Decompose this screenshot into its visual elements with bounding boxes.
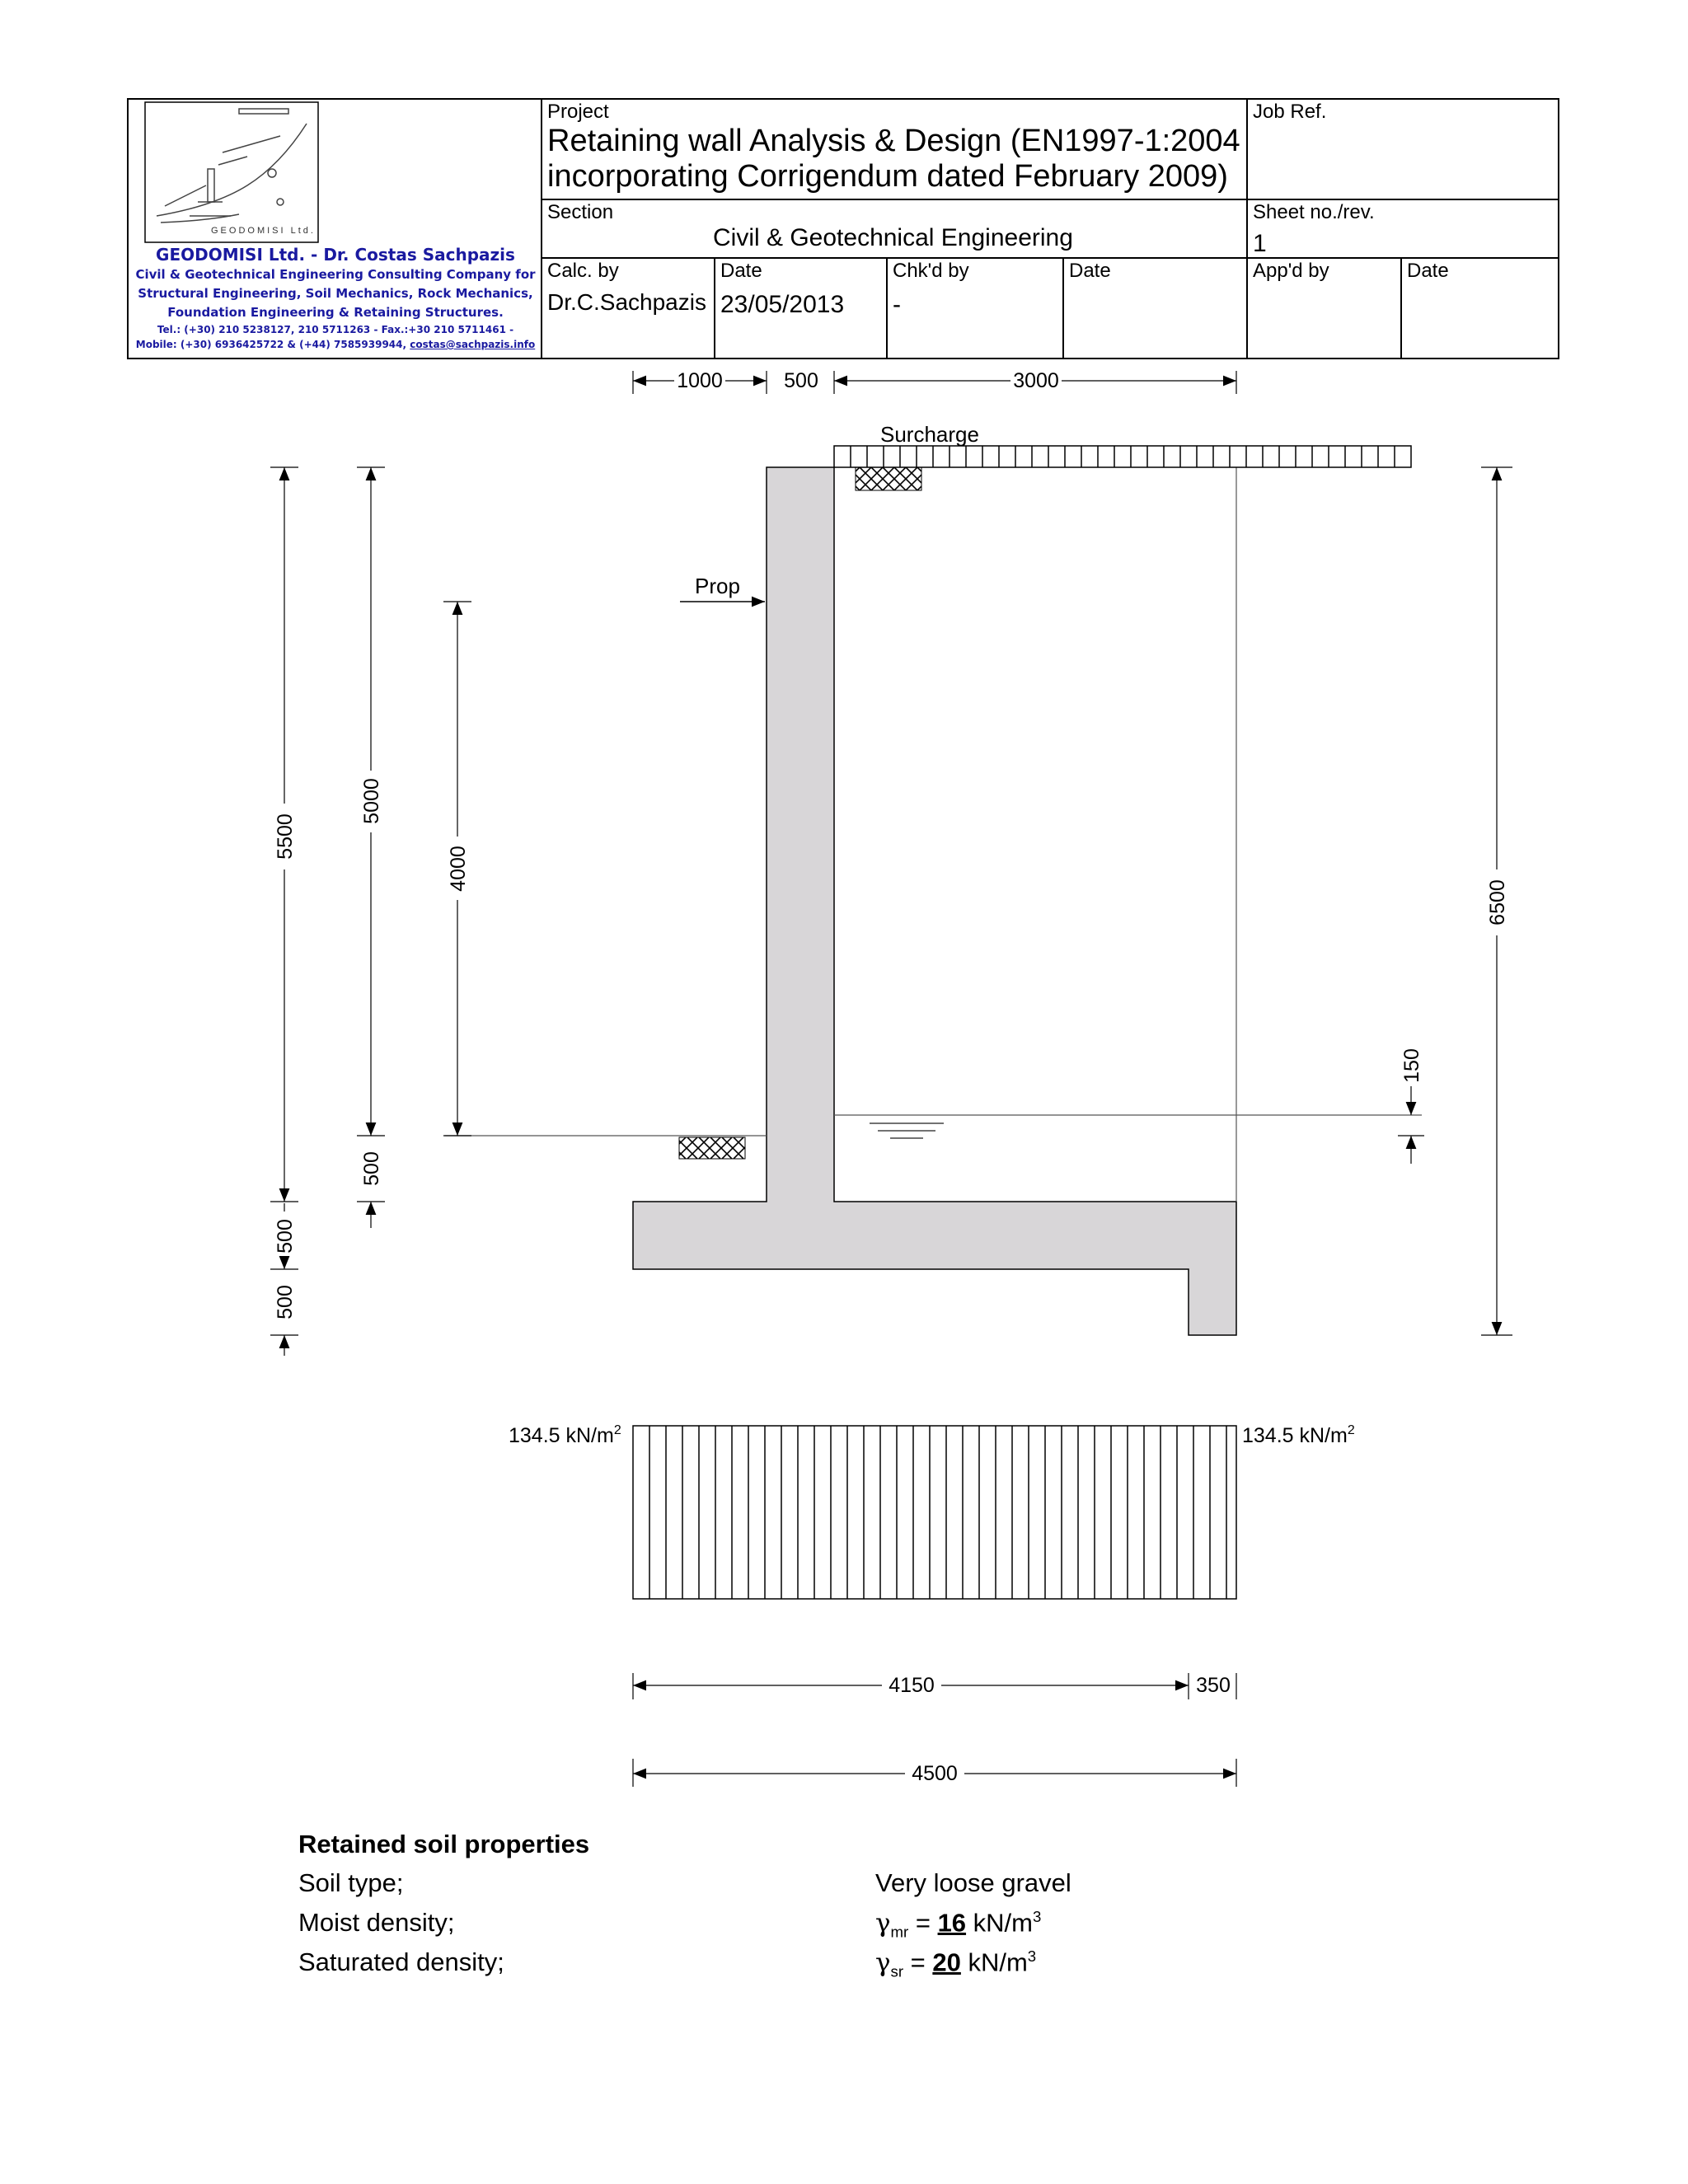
soil-type-value: Very loose gravel bbox=[875, 1868, 1071, 1897]
dim-retained-height: 5000 bbox=[360, 778, 383, 824]
dim-heel-width: 3000 bbox=[1013, 369, 1059, 392]
saturated-density-value: $\gamma_{sr} = 20$ $kN/m^3$ bbox=[875, 1947, 1037, 1980]
moist-density-label: Moist density; bbox=[298, 1908, 455, 1937]
dim-4150: 4150 bbox=[889, 1674, 935, 1697]
company-line-1: Civil & Geotechnical Engineering Consulting Company for bbox=[135, 267, 536, 282]
dim-key-depth: 500 bbox=[274, 1285, 297, 1319]
dim-toe-width: 1000 bbox=[677, 369, 723, 392]
dim-350: 350 bbox=[1196, 1674, 1231, 1697]
calcby-value: Dr.C.Sachpazis bbox=[547, 289, 706, 315]
date3-label: Date bbox=[1407, 260, 1449, 282]
company-phone: Tel.: (+30) 210 5238127, 210 5711263 - Fax.:+30 210 5711461 - bbox=[157, 324, 514, 335]
company-mobile: Mobile: (+30) 6936425722 & (+44) 7585939944, bbox=[135, 339, 407, 350]
dim-stem-width: 500 bbox=[784, 369, 818, 392]
dim-prop-height: 4000 bbox=[447, 846, 470, 892]
dim-total-height: 5500 bbox=[274, 813, 297, 860]
surcharge-load bbox=[834, 446, 1411, 467]
pressure-right-label: 134.5 $kN/m^2$ bbox=[1242, 1423, 1355, 1447]
prop-label: Prop bbox=[695, 574, 740, 598]
dim-overall-height: 6500 bbox=[1486, 879, 1509, 926]
retained-soil-hatch bbox=[856, 467, 921, 490]
dim-toe-embedment: 500 bbox=[360, 1151, 383, 1186]
calcby-label: Calc. by bbox=[547, 260, 619, 282]
date1-value: 23/05/2013 bbox=[720, 291, 845, 318]
company-email-link[interactable]: costas@sachpazis.info bbox=[410, 339, 536, 350]
moist-density-value: $\gamma_{mr} = 16$ $kN/m^3$ bbox=[875, 1908, 1042, 1941]
bearing-pressure-diagram bbox=[633, 1426, 1236, 1599]
jobref-label: Job Ref. bbox=[1253, 101, 1327, 123]
project-label: Project bbox=[547, 101, 609, 123]
date2-label: Date bbox=[1069, 260, 1111, 282]
toe-soil-hatch bbox=[679, 1137, 745, 1159]
section-label: Section bbox=[547, 201, 614, 223]
dim-base-thickness: 500 bbox=[274, 1219, 297, 1254]
water-table-icon bbox=[870, 1123, 944, 1138]
sheet-label: Sheet no./rev. bbox=[1253, 201, 1375, 223]
dim-base-length: 4500 bbox=[912, 1762, 958, 1785]
surcharge-label: Surcharge bbox=[880, 422, 979, 447]
dim-water-depth: 150 bbox=[1400, 1048, 1423, 1083]
company-line-3: Foundation Engineering & Retaining Structures. bbox=[167, 305, 504, 320]
appby-label: App'd by bbox=[1253, 260, 1329, 282]
project-title-line-2: incorporating Corrigendum dated February 2009) bbox=[547, 159, 1228, 194]
logo-caption: GEODOMISI Ltd. bbox=[211, 226, 316, 236]
date1-label: Date bbox=[720, 260, 762, 282]
section-value: Civil & Geotechnical Engineering bbox=[713, 224, 1073, 251]
saturated-density-label: Saturated density; bbox=[298, 1947, 504, 1976]
chkby-value: - bbox=[893, 291, 901, 318]
chkby-label: Chk'd by bbox=[893, 260, 969, 282]
project-title-line-1: Retaining wall Analysis & Design (EN1997-1:2004 bbox=[547, 124, 1240, 158]
company-line-2: Structural Engineering, Soil Mechanics, Rock Mechanics, bbox=[138, 286, 533, 301]
company-name: GEODOMISI Ltd. - Dr. Costas Sachpazis bbox=[156, 245, 515, 265]
soil-type-label: Soil type; bbox=[298, 1868, 404, 1897]
sheet-value: 1 bbox=[1253, 230, 1267, 257]
properties-heading: Retained soil properties bbox=[298, 1830, 590, 1858]
pressure-left-label: 134.5 $kN/m^2$ bbox=[509, 1423, 621, 1447]
